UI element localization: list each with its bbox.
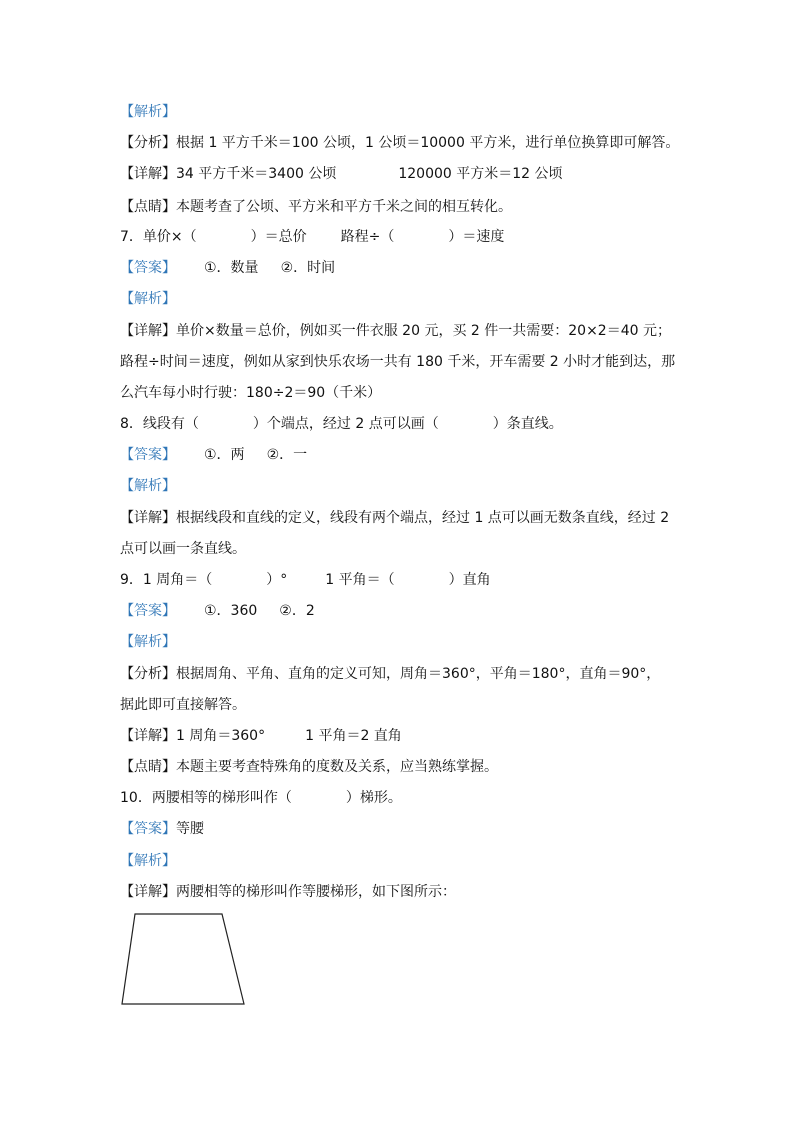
- dianjing-label: 【点睛】: [120, 199, 176, 215]
- q9-answer-line: [120, 601, 315, 621]
- jiexi-label: 【解析】: [120, 478, 176, 494]
- xiangjie-line-a: [120, 164, 563, 184]
- q10-jiexi-heading: [120, 851, 176, 871]
- q8-jiexi-heading: [120, 476, 176, 496]
- q10-answer: 等腰: [176, 821, 204, 837]
- q7-stem-part4: ）＝速度: [448, 229, 505, 245]
- jiexi-label: 【解析】: [120, 291, 176, 307]
- q9-stem-part2: ）°: [266, 572, 288, 588]
- trapezoid-shape: [122, 914, 244, 1004]
- jiexi-heading-a: [120, 102, 176, 122]
- q8-stem-part1: 8．线段有（: [120, 416, 199, 432]
- fenxi-line-a: [120, 133, 679, 153]
- q10-xiangjie-text: 两腰相等的梯形叫作等腰梯形，如下图所示：: [176, 884, 456, 900]
- daan-label: 【答案】: [120, 260, 176, 276]
- question-9-stem: [120, 570, 491, 590]
- q9-answer-2: ②．2: [279, 603, 315, 619]
- q9-stem-part1: 9．1 周角＝（: [120, 572, 213, 588]
- jiexi-label: 【解析】: [120, 853, 176, 869]
- xiangjie-label: 【详解】: [120, 728, 176, 744]
- dianjing-label: 【点睛】: [120, 759, 176, 775]
- q9-dianjing-text: 本题主要考查特殊角的度数及关系，应当熟练掌握。: [176, 759, 498, 775]
- q9-fenxi-line2: 据此即可直接解答。: [120, 697, 246, 713]
- isosceles-trapezoid-figure: [118, 912, 250, 1008]
- question-8-stem: [120, 414, 563, 434]
- q7-stem-part1: 7．单价×（: [120, 229, 197, 245]
- xiangjie-text-part1: 34 平方千米＝3400 公顷: [176, 166, 337, 182]
- q7-xiangjie-line2: 路程÷时间＝速度，例如从家到快乐农场一共有 180 千米，开车需要 2 小时才能到达，那: [120, 354, 676, 370]
- fenxi-label: 【分析】: [120, 666, 176, 682]
- q8-stem-part2: ）个端点，经过 2 点可以画（: [252, 416, 439, 432]
- q8-answer-1: ①．两: [204, 447, 245, 463]
- fenxi-text: 根据 1 平方千米＝100 公顷，1 公顷＝10000 平方米，进行单位换算即可解答。: [176, 135, 680, 151]
- q7-answer-2: ②．时间: [280, 260, 336, 276]
- q9-xiangjie-part1: 1 周角＝360°: [176, 728, 266, 744]
- jiexi-label: 【解析】: [120, 104, 176, 120]
- fenxi-label: 【分析】: [120, 135, 176, 151]
- q9-answer-1: ①．360: [204, 603, 258, 619]
- xiangjie-label: 【详解】: [120, 884, 176, 900]
- q9-dianjing-line: [120, 757, 498, 777]
- q7-stem-part3: 路程÷（: [340, 229, 395, 245]
- q9-stem-part3: 1 平角＝（: [325, 572, 395, 588]
- q10-xiangjie-line: [120, 882, 456, 902]
- q10-stem-part2: ）梯形。: [345, 790, 402, 806]
- q9-fenxi-line1: [120, 664, 660, 684]
- question-7-stem: [120, 227, 504, 247]
- q8-xiangjie-line1: [120, 508, 669, 528]
- q7-stem-part2: ）＝总价: [250, 229, 307, 245]
- q8-answer-2: ②．一: [266, 447, 308, 463]
- q8-answer-line: [120, 445, 307, 465]
- daan-label: 【答案】: [120, 447, 176, 463]
- question-10-stem: [120, 788, 402, 808]
- xiangjie-label: 【详解】: [120, 166, 176, 182]
- q7-xiangjie-line3: 么汽车每小时行驶：180÷2＝90（千米）: [120, 385, 382, 401]
- q7-answer-1: ①．数量: [204, 260, 259, 276]
- q9-fenxi-text1: 根据周角、平角、直角的定义可知，周角＝360°，平角＝180°，直角＝90°，: [176, 666, 661, 682]
- xiangjie-label: 【详解】: [120, 323, 176, 339]
- xiangjie-text-part2: 120000 平方米＝12 公顷: [398, 166, 563, 182]
- q8-stem-part3: ）条直线。: [492, 416, 563, 432]
- q8-xiangjie-line2: 点可以画一条直线。: [120, 541, 246, 557]
- q8-xiangjie-text1: 根据线段和直线的定义，线段有两个端点，经过 1 点可以画无数条直线，经过 2: [176, 510, 670, 526]
- q7-xiangjie-text1: 单价×数量＝总价，例如买一件衣服 20 元，买 2 件一共需要：20×2＝40 元；: [176, 323, 671, 339]
- q9-xiangjie-line: [120, 726, 402, 746]
- q9-jiexi-heading: [120, 632, 176, 652]
- jiexi-label: 【解析】: [120, 634, 176, 650]
- q7-answer-line: [120, 258, 335, 278]
- q9-xiangjie-part2: 1 平角＝2 直角: [305, 728, 402, 744]
- daan-label: 【答案】: [120, 821, 176, 837]
- dianjing-line-a: [120, 197, 512, 217]
- xiangjie-label: 【详解】: [120, 510, 176, 526]
- q9-stem-part4: ）直角: [448, 572, 491, 588]
- q7-jiexi-heading: [120, 289, 176, 309]
- q10-answer-line: [120, 819, 204, 839]
- q10-stem-part1: 10．两腰相等的梯形叫作（: [120, 790, 292, 806]
- dianjing-text: 本题考查了公顷、平方米和平方千米之间的相互转化。: [176, 199, 512, 215]
- daan-label: 【答案】: [120, 603, 176, 619]
- q7-xiangjie-line1: [120, 321, 671, 341]
